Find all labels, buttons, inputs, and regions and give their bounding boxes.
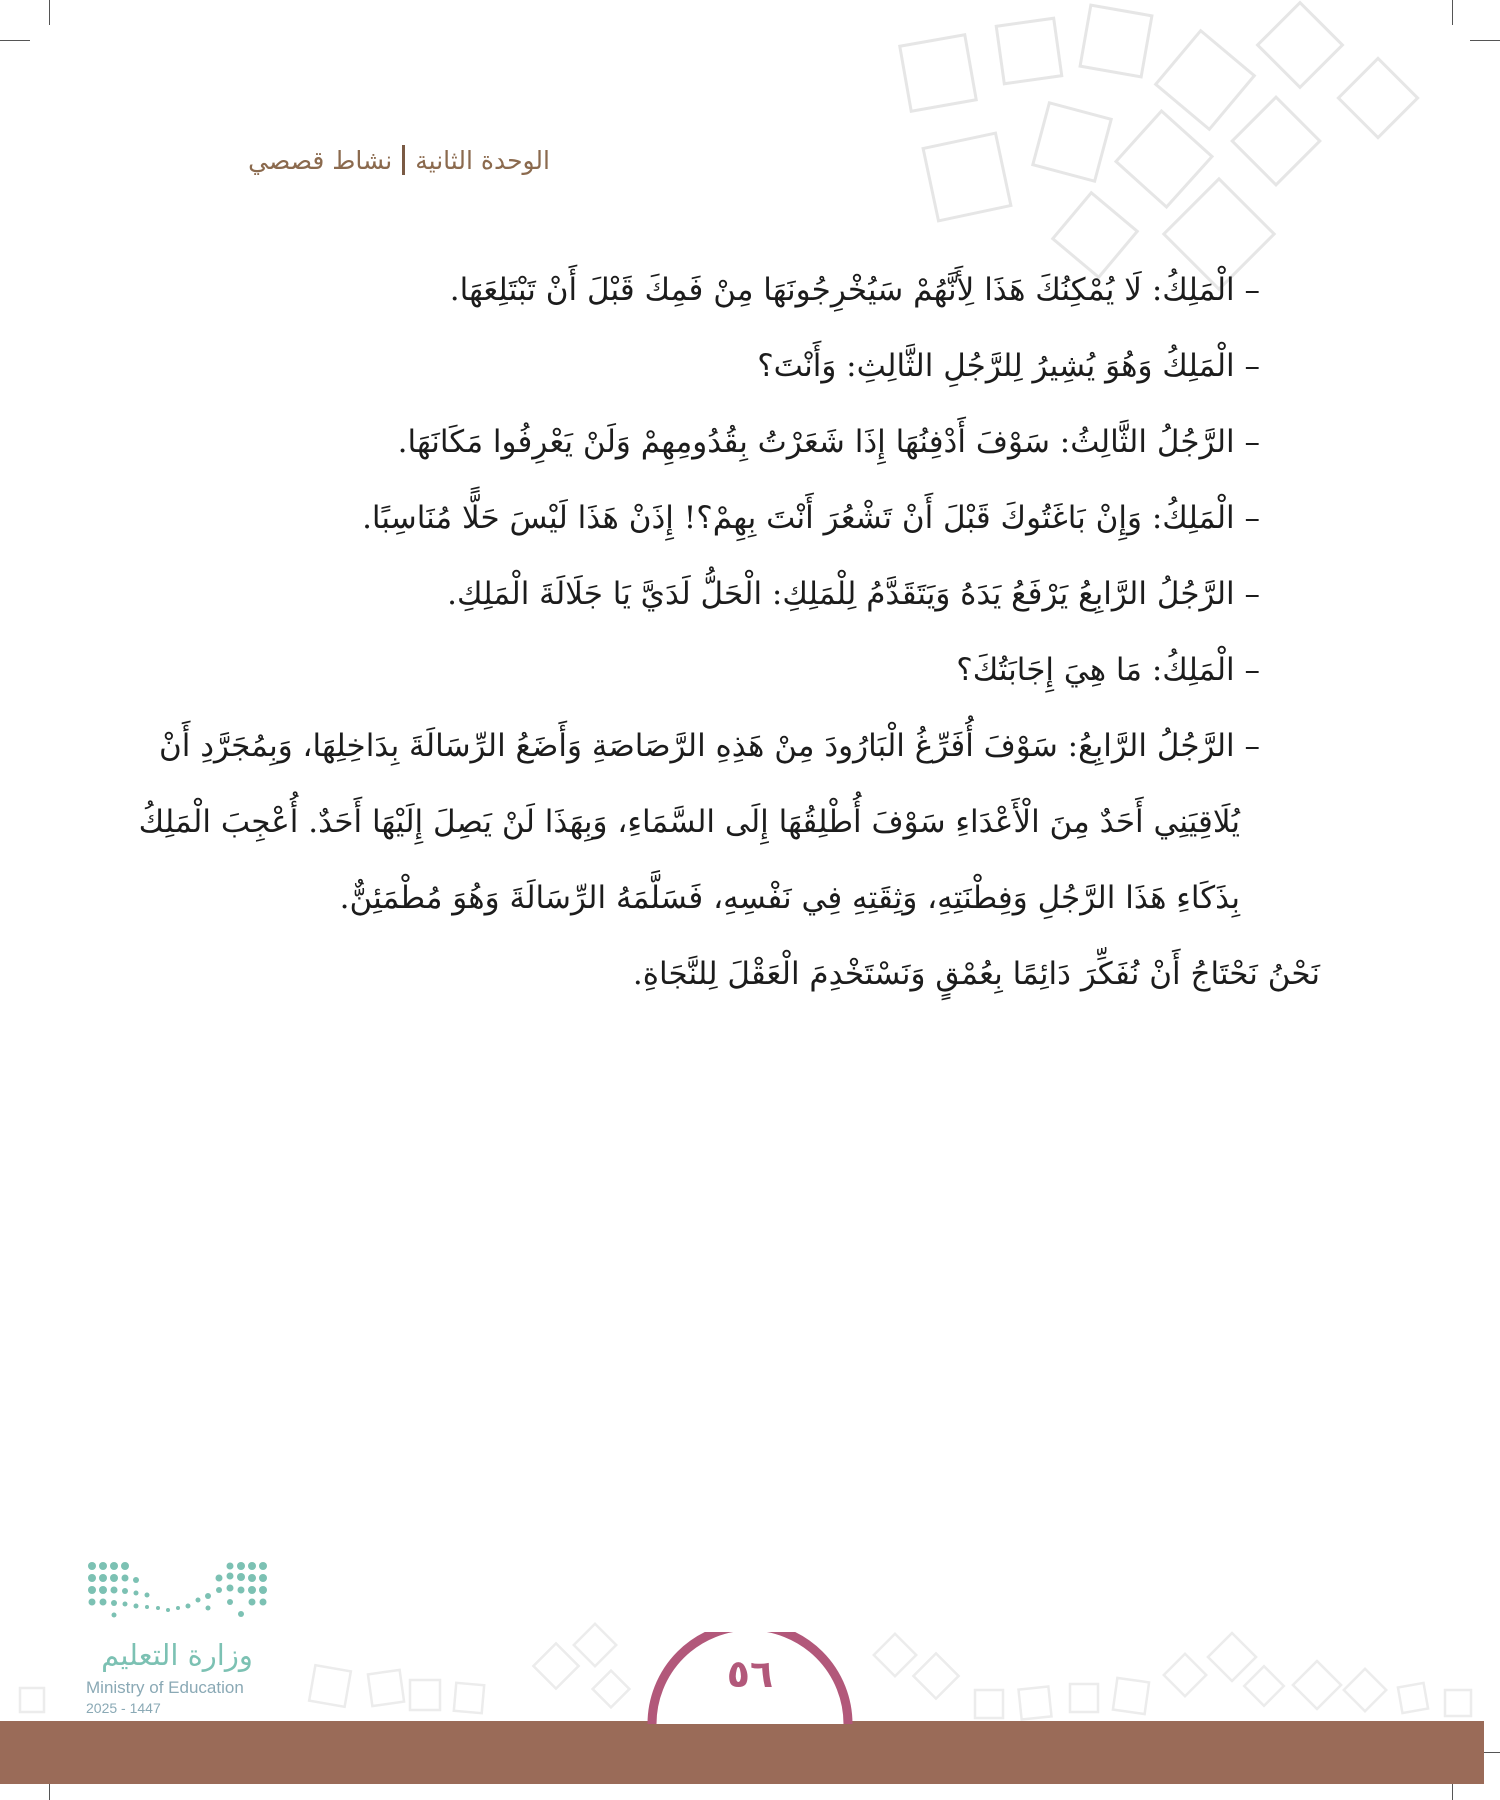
text-line: – الرَّجُلُ الرَّابِعُ يَرْفَعُ يَدَهُ وَيَتَقَدَّمُ لِلْمَلِكِ: الْحَلُّ لَدَيَّ يَا جَلَالَةَ الْمَلِكِ. (447, 576, 1260, 612)
section-title: نشاط قصصي (248, 145, 393, 175)
text-line: – الرَّجُلُ الثَّالِثُ: سَوْفَ أَدْفِنُهَا إِذَا شَعَرْتُ بِقُدُومِهِمْ وَلَنْ يَعْرِفُوا مَكَانَهَا. (397, 424, 1260, 460)
ministry-logo-dots (86, 1560, 268, 1630)
page-header (248, 145, 550, 175)
page-number: ٥٦ (726, 1652, 774, 1696)
text-line: – الْمَلِكُ: وَإِنْ بَاغَتُوكَ قَبْلَ أَنْ تَشْعُرَ أَنْتَ بِهِمْ؟! إِذَنْ هَذَا لَيْسَ حَلًّا مُنَاسِبًا. (362, 500, 1260, 536)
text-line: – الرَّجُلُ الرَّابِعُ: سَوْفَ أُفَرِّغُ الْبَارُودَ مِنْ هَذِهِ الرَّصَاصَةِ وَأَضَعُ الرِّسَالَةَ بِدَاخِلِهَا، وَبِمُجَرَّدِ أَنْ (159, 728, 1260, 764)
text-line: – الْمَلِكُ: لَا يُمْكِنُكَ هَذَا لِأَنَّهُمْ سَيُخْرِجُونَهَا مِنْ فَمِكَ قَبْلَ أَنْ تَبْتَلِعَهَا. (449, 272, 1260, 308)
text-line: – الْمَلِكُ وَهُوَ يُشِيرُ لِلرَّجُلِ الثَّالِثِ: وَأَنْتَ؟ (757, 348, 1260, 384)
unit-title: الوحدة الثانية (415, 145, 550, 175)
text-line: – الْمَلِكُ: مَا هِيَ إِجَابَتُكَ؟ (956, 652, 1260, 688)
ministry-name-english: Ministry of Education (86, 1678, 244, 1697)
header-divider (402, 145, 405, 175)
ministry-name-arabic: وزارة التعليم (101, 1638, 253, 1672)
ministry-year: 2025 - 1447 (86, 1700, 161, 1716)
text-line: بِذَكَاءِ هَذَا الرَّجُلِ وَفِطْنَتِهِ، وَثِقَتِهِ فِي نَفْسِهِ، فَسَلَّمَهُ الرِّسَالَةَ وَهُوَ مُطْمَئِنٌّ. (339, 880, 1240, 916)
text-line: نَحْنُ نَحْتَاجُ أَنْ نُفَكِّرَ دَائِمًا بِعُمْقٍ وَنَسْتَخْدِمَ الْعَقْلَ لِلنَّجَاةِ. (632, 956, 1320, 992)
text-line: يُلَاقِيَنِي أَحَدٌ مِنَ الْأَعْدَاءِ سَوْفَ أُطْلِقُهَا إِلَى السَّمَاءِ، وَبِهَذَا لَنْ يَصِلَ إِلَيْهَا أَحَدٌ. أُعْجِبَ الْمَلِكُ (138, 804, 1240, 840)
